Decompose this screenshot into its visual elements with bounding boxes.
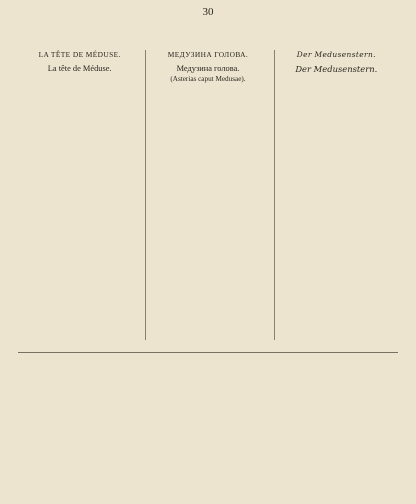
section-subtitle: (Asterias caput Medusae).: [170, 75, 246, 83]
section-title: La tête de Méduse.: [47, 64, 112, 73]
column-russian: [145, 50, 269, 340]
page-header: [0, 6, 416, 22]
column-french: [18, 50, 141, 340]
footnote-divider: [18, 352, 398, 353]
column-german: [274, 50, 398, 340]
column-heading: LA TÊTE DE MÉDUSE.: [38, 50, 121, 59]
column-heading: Der Medusenstern.: [296, 50, 376, 59]
section-title: Медузина голова.: [176, 64, 240, 73]
text-columns: [18, 50, 398, 340]
section-title: Der Medusenstern.: [295, 64, 378, 74]
column-heading: МЕДУЗИНА ГОЛОВА.: [167, 50, 249, 59]
page-number: 30: [202, 6, 214, 18]
footnotes: [18, 360, 398, 498]
